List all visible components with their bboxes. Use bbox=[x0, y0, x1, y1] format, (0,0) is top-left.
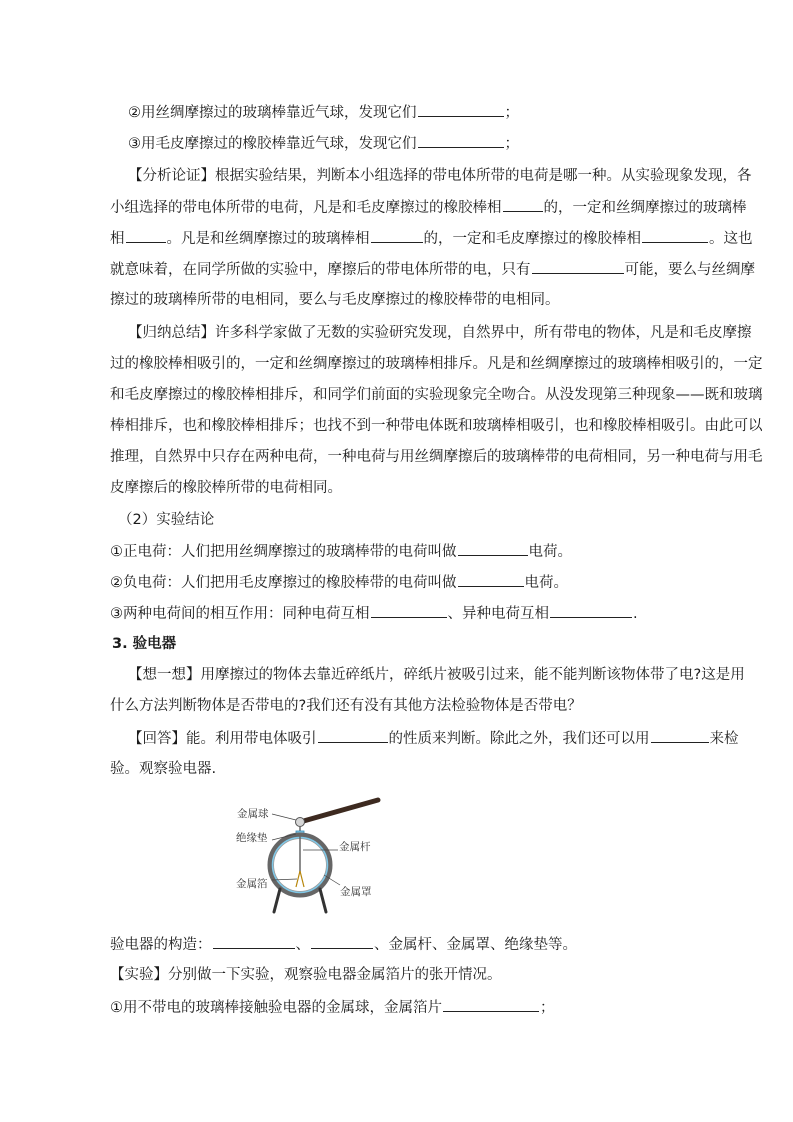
text-line: 过的橡胶棒相吸引的，一定和丝绸摩擦过的玻璃棒相排斥。凡是和丝绸摩擦过的玻璃棒相吸引的，一定 bbox=[110, 356, 763, 372]
answer-blank[interactable] bbox=[458, 572, 524, 587]
charged-rod bbox=[300, 800, 378, 822]
answer-blank[interactable] bbox=[503, 197, 543, 212]
label-insulating-pad: 绝缘垫 bbox=[236, 832, 268, 844]
electroscope-figure bbox=[230, 795, 390, 920]
text-line: 【回答】能。利用带电体吸引 的性质来判断。除此之外，我们还可以用 来检 bbox=[128, 728, 739, 749]
stand-leg-left bbox=[274, 889, 280, 912]
text-line: ①正电荷：人们把用丝绸摩擦过的玻璃棒带的电荷叫做 电荷。 bbox=[110, 541, 572, 562]
answer-blank[interactable] bbox=[458, 541, 528, 556]
answer-blank[interactable] bbox=[126, 228, 166, 243]
answer-blank[interactable] bbox=[418, 102, 504, 117]
section-heading: 3. 验电器 bbox=[112, 636, 177, 652]
answer-blank[interactable] bbox=[642, 228, 708, 243]
answer-blank[interactable] bbox=[532, 259, 624, 274]
text-line: 什么方法判断物体是否带电的?我们还有没有其他方法检验物体是否带电？ bbox=[110, 698, 582, 714]
stand-leg-right bbox=[320, 889, 326, 912]
answer-blank[interactable] bbox=[443, 997, 539, 1012]
text-line: 推理，自然界中只存在两种电荷，一种电荷与用丝绸摩擦后的玻璃棒带的电荷相同，另一种电荷与用毛 bbox=[110, 449, 763, 465]
text-line: 小组选择的带电体所带的电荷，凡是和毛皮摩擦过的橡胶棒相 的，一定和丝绸摩擦过的玻璃棒 bbox=[110, 197, 747, 218]
text-line: ②用丝绸摩擦过的玻璃棒靠近气球，发现它们 ； bbox=[128, 102, 519, 123]
text-line: ③两种电荷间的相互作用：同种电荷互相 、异种电荷互相 . bbox=[110, 603, 638, 624]
answer-blank[interactable] bbox=[311, 934, 373, 949]
label-metal-rod: 金属杆 bbox=[339, 841, 371, 853]
answer-blank[interactable] bbox=[213, 934, 295, 949]
text-line: 就意味着，在同学所做的实验中，摩擦后的带电体所带的电，只有 可能，要么与丝绸摩 bbox=[110, 259, 755, 280]
answer-blank[interactable] bbox=[550, 603, 632, 618]
text-line: 相 。凡是和丝绸摩擦过的玻璃棒相 的，一定和毛皮摩擦过的橡胶棒相 。这也 bbox=[110, 228, 753, 249]
text-line: 擦过的玻璃棒所带的电相同，要么与毛皮摩擦过的橡胶棒带的电相同。 bbox=[110, 292, 560, 308]
text-line: 和毛皮摩擦过的橡胶棒相排斥，和同学们前面的实验现象完全吻合。从没发现第三种现象——既和玻璃 bbox=[110, 387, 763, 403]
leader-line bbox=[272, 814, 296, 820]
text-line: 【实验】分别做一下实验，观察验电器金属箔片的张开情况。 bbox=[110, 967, 502, 983]
text-line: 【想一想】用摩擦过的物体去靠近碎纸片，碎纸片被吸引过来，能不能判断该物体带了电?这是用 bbox=[128, 667, 745, 683]
text-line: 【分析论证】根据实验结果，判断本小组选择的带电体所带的电荷是哪一种。从实验现象发现，各 bbox=[128, 168, 752, 184]
text-line: 棒相排斥，也和橡胶棒相排斥；也找不到一种带电体既和玻璃棒相吸引，也和橡胶棒相吸引。由此可以 bbox=[110, 418, 763, 434]
section-heading: （2）实验结论 bbox=[118, 512, 215, 528]
text-line: 验。观察验电器. bbox=[110, 761, 217, 777]
metal-ball bbox=[296, 818, 305, 827]
text-line: ②负电荷：人们把用毛皮摩擦过的橡胶棒带的电荷叫做 电荷。 bbox=[110, 572, 568, 593]
label-metal-cover: 金属罩 bbox=[340, 886, 372, 898]
answer-blank[interactable] bbox=[371, 603, 447, 618]
text-line: 验电器的构造： 、 、金属杆、金属罩、绝缘垫等。 bbox=[110, 934, 577, 955]
label-metal-foil: 金属箔 bbox=[236, 878, 268, 890]
text-line: 【归纳总结】许多科学家做了无数的实验研究发现，自然界中，所有带电的物体，凡是和毛皮摩擦 bbox=[128, 325, 752, 341]
answer-blank[interactable] bbox=[651, 728, 709, 743]
text-line: ③用毛皮摩擦过的橡胶棒靠近气球，发现它们 ； bbox=[128, 133, 519, 154]
answer-blank[interactable] bbox=[418, 133, 504, 148]
text-line: ①用不带电的玻璃棒接触验电器的金属球，金属箔片 ； bbox=[110, 997, 555, 1018]
label-metal-ball: 金属球 bbox=[237, 808, 269, 820]
answer-blank[interactable] bbox=[318, 728, 388, 743]
answer-blank[interactable] bbox=[371, 228, 423, 243]
text-line: 皮摩擦后的橡胶棒所带的电荷相同。 bbox=[110, 480, 342, 496]
